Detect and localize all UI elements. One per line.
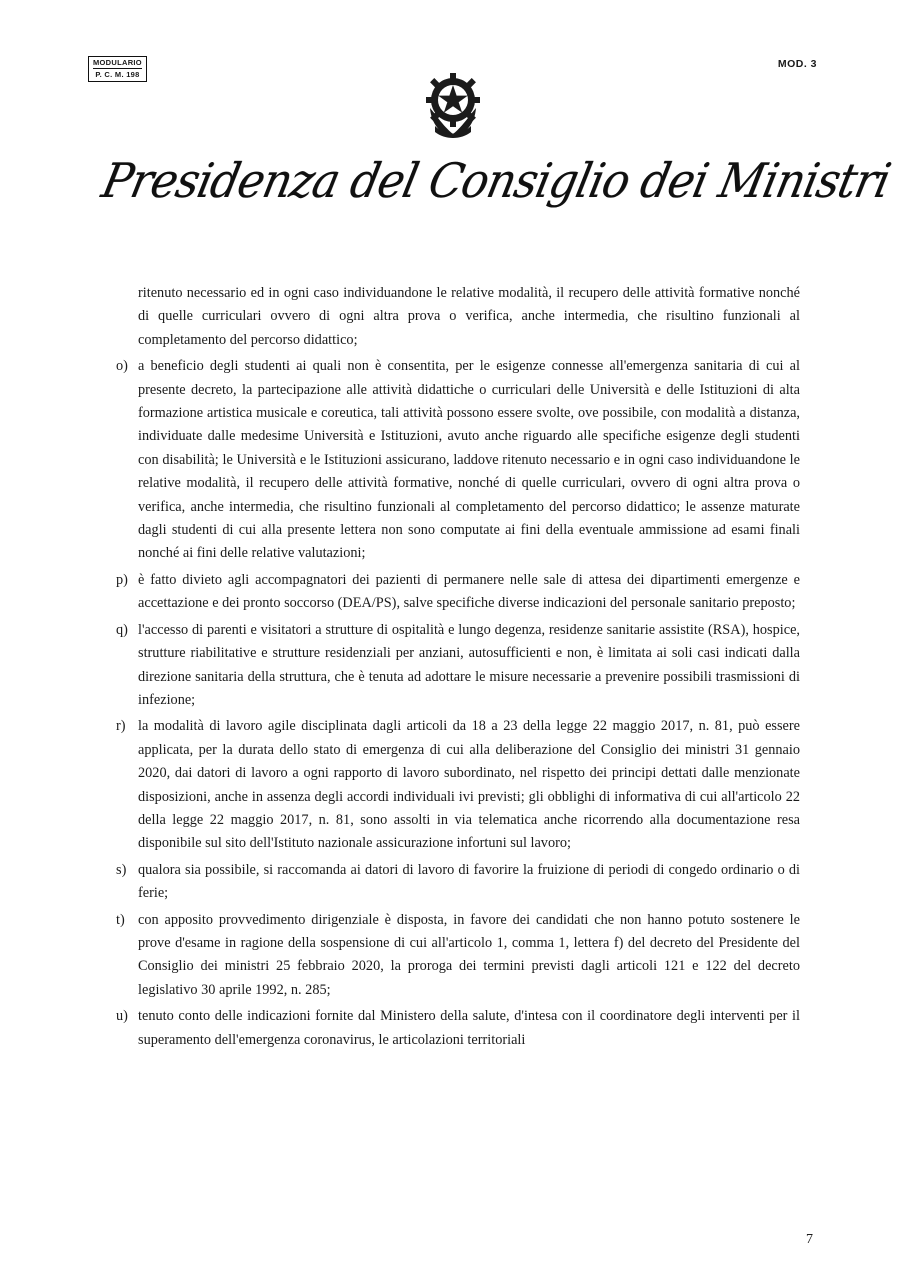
modulario-stamp-line-1: MODULARIO: [93, 58, 142, 67]
list-item-marker: r): [116, 718, 126, 735]
list-item-marker: p): [116, 571, 128, 588]
mod-label: MOD. 3: [777, 58, 817, 70]
list-item-text: è fatto divieto agli accompagnatori dei pazienti di permanere nelle sale di attesa dei dipartimenti emergenze e accettazione e dei pronto soccorso (DEA/PS), salve specifiche diverse indicazioni del personale sanitario preposto;: [138, 571, 800, 612]
lead-paragraph: ritenuto necessario ed in ogni caso individuandone le relative modalità, il recupero delle attività formative nonché di quelle curriculari ovvero di ogni altra prova o verifica, anche intermedia, che risultino funzionali al completamento del percorso didattico;: [138, 285, 800, 348]
list-item: [110, 715, 800, 855]
list-item-marker: q): [116, 621, 128, 638]
list-item: [110, 859, 800, 906]
list-item: [110, 909, 800, 1003]
list-item-text: tenuto conto delle indicazioni fornite dal Ministero della salute, d'intesa con il coordinatore degli interventi per il superamento dell'emergenza coronavirus, le articolazioni territoriali: [138, 1008, 800, 1048]
list-item-marker: t): [116, 911, 125, 928]
republic-of-italy-emblem-icon: [417, 64, 489, 148]
modulario-stamp-line-2: P. C. M. 198: [95, 70, 140, 79]
list-item-marker: o): [116, 358, 128, 375]
list-item-text: a beneficio degli studenti ai quali non è consentita, per le esigenze connesse all'emergenza sanitaria di cui al presente decreto, la partecipazione alle attività didattiche o curriculari delle Università e delle Istituzioni di alta formazione artistica musicale e coreutica, tali attività possono essere svolte, ove possibile, con modalità a distanza, individuate dalle medesime Università e Istituzioni, avuto anche riguardo alle specifiche esigenze degli studenti con disabilità; le Università e le Istituzioni assicurano, laddove ritenuto necessario e in ogni caso individuandone le relative modalità, il recupero delle attività formative, nonché di quelle curriculari, ovvero di ogni altra prova o verifica, anche intermedia, che risultino funzionali al completamento del percorso didattico; le assenze maturate dagli studenti di cui alla presente lettera non sono computate ai fini della eventuale ammissione ad esami finali nonché ai fini delle relative valutazioni;: [138, 358, 800, 562]
list-item-text: la modalità di lavoro agile disciplinata dagli articoli da 18 a 23 della legge 22 maggio 2017, n. 81, può essere applicata, per la durata dello stato di emergenza di cui alla deliberazione del Consiglio dei ministri 31 gennaio 2020, dai datori di lavoro a ogni rapporto di lavoro subordinato, nel rispetto dei principi dettati dalle menzionate disposizioni, anche in assenza degli accordi individuali ivi previsti; gli obblighi di informativa di cui all'articolo 22 della legge 22 maggio 2017, n. 81, sono assolti in via telematica anche ricorrendo alla documentazione resa disponibile sul sito dell'Istituto nazionale assicurazione infortuni sul lavoro;: [138, 718, 800, 852]
list-item: [110, 1005, 800, 1052]
list-item-marker: s): [116, 861, 127, 878]
list-item-marker: u): [116, 1008, 128, 1025]
list-item-text: l'accesso di parenti e visitatori a strutture di ospitalità e lungo degenza, residenze sanitarie assistite (RSA), hospice, strutture riabilitative e strutture residenziali per anziani, autosufficienti e non, è limitata ai soli casi indicati dalla direzione sanitaria della struttura, che è tenuta ad adottare le misure necessarie a prevenire possibili trasmissioni di infezione;: [138, 621, 800, 708]
list-item-text: con apposito provvedimento dirigenziale è disposta, in favore dei candidati che non hanno potuto sostenere le prove d'esame in ragione della sospensione di cui all'articolo 1, comma 1, lettera f) del decreto del Presidente del Consiglio dei ministri 25 febbraio 2020, la proroga dei termini previsti dagli articoli 121 e 122 del decreto legislativo 30 aprile 1992, n. 285;: [138, 911, 800, 998]
page-number: 7: [806, 1232, 813, 1247]
list-item-text: qualora sia possibile, si raccomanda ai datori di lavoro di favorire la fruizione di periodi di congedo ordinario o di ferie;: [138, 861, 800, 902]
list-item: [110, 619, 800, 713]
list-item: [110, 569, 800, 616]
modulario-stamp: [88, 56, 147, 82]
document-body: [110, 282, 800, 1052]
list-item: [110, 355, 800, 566]
page-title: Presidenza del Consiglio dei Ministri: [96, 153, 894, 210]
